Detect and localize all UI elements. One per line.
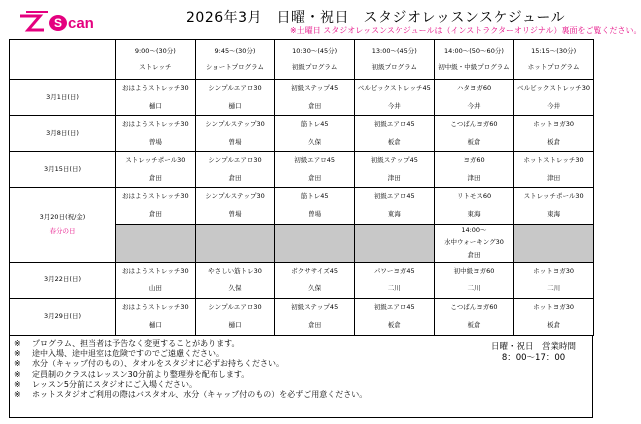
date-label: 3月20日(祝/金)	[39, 213, 86, 222]
lesson-name: こつばんヨガ60	[450, 120, 498, 129]
note-item	[14, 370, 367, 380]
note-item	[14, 380, 367, 390]
note-text: プログラム、担当者は予告なく変更することがあります。	[32, 339, 240, 348]
lesson-cell	[354, 116, 434, 152]
note-mark: ※	[14, 379, 21, 389]
lesson-name: シンプルエアロ30	[208, 302, 262, 311]
lesson-name: 筋トレ45	[300, 120, 329, 129]
page-header	[0, 0, 641, 40]
lesson-cell	[514, 152, 594, 188]
instructor-name: 二川	[467, 284, 481, 293]
schedule-row	[10, 188, 594, 224]
lesson-name: 初級ステップ45	[291, 302, 339, 311]
note-item	[14, 359, 367, 369]
instructor-name: 樋口	[228, 101, 242, 110]
note-item	[14, 339, 367, 349]
schedule-row	[10, 262, 594, 298]
lesson-name: 初級ステップ45	[370, 156, 418, 165]
instructor-name: 板倉	[547, 321, 561, 330]
instructor-name: 樋口	[148, 101, 162, 110]
lesson-cell	[354, 152, 434, 188]
date-cell	[10, 188, 116, 262]
note-text: 途中入場、途中退室は危険ですのでご遠慮ください。	[32, 349, 224, 359]
schedule-row	[10, 152, 594, 188]
instructor-name: 久保	[308, 284, 322, 293]
lesson-cell	[434, 188, 514, 224]
lesson-cell	[275, 188, 355, 224]
lesson-cell	[354, 188, 434, 224]
lesson-name: おはようストレッチ30	[121, 266, 189, 275]
slot-time: 15:15～(30分)	[531, 46, 577, 55]
slot-label: 初級プログラム	[291, 62, 338, 71]
lesson-cell	[116, 80, 196, 116]
slot-label: ストレッチ	[139, 62, 172, 71]
lesson-cell	[195, 188, 275, 224]
instructor-name: 曽場	[228, 137, 242, 146]
lesson-name: ベルビックストレッチ45	[357, 84, 431, 92]
lesson-cell	[116, 298, 196, 335]
lesson-cell	[116, 262, 196, 298]
slot-label: 初級プログラム	[371, 62, 418, 71]
lesson-cell	[195, 116, 275, 152]
note-mark: ※	[14, 369, 21, 379]
schedule-table	[9, 39, 594, 336]
column-header	[354, 40, 434, 80]
lesson-cell	[434, 152, 514, 188]
slot-label: 初中級・中級プログラム	[438, 62, 510, 71]
extra-lesson-cell	[434, 224, 514, 262]
lesson-cell	[514, 298, 594, 335]
instructor-name: 板倉	[387, 321, 401, 330]
instructor-name: 倉田	[228, 173, 242, 182]
lesson-cell	[275, 298, 355, 335]
lesson-name: 初級エアロ45	[373, 302, 415, 311]
lesson-name: おはようストレッチ30	[121, 84, 189, 92]
lesson-cell	[354, 298, 434, 335]
instructor-name: 二川	[547, 284, 561, 293]
logo-k-mark	[20, 16, 44, 30]
lesson-name: ヨガ60	[463, 156, 485, 165]
lesson-cell	[434, 116, 514, 152]
instructor-name: 板倉	[547, 137, 561, 146]
note-item	[14, 390, 367, 400]
instructor-name: 樋口	[228, 321, 242, 330]
lesson-cell	[275, 262, 355, 298]
instructor-name: 倉田	[148, 173, 162, 182]
note-mark: ※	[14, 349, 21, 359]
saturday-notice: ※土曜日 スタジオレッスンスケジュールは（インストラクターオリジナル）裏面をご覧ください。	[290, 26, 641, 35]
schedule-row	[10, 298, 594, 335]
instructor-name: 津田	[547, 173, 561, 182]
instructor-name: 板倉	[467, 137, 481, 146]
instructor-name: 東海	[547, 209, 561, 218]
slot-time: 9:45～(30分)	[214, 46, 256, 55]
lesson-cell	[514, 80, 594, 116]
lesson-name: ハタヨガ60	[456, 84, 492, 92]
note-mark: ※	[14, 339, 21, 348]
logo-can-text: can	[68, 15, 94, 32]
logo-s-letter: S	[54, 16, 63, 30]
lesson-cell	[116, 188, 196, 224]
note-mark: ※	[14, 390, 21, 400]
corner-cell	[10, 40, 116, 80]
lesson-cell	[514, 188, 594, 224]
table-header-row	[10, 40, 594, 80]
note-mark: ※	[14, 359, 21, 369]
lesson-name: 初中級ヨガ60	[453, 266, 495, 275]
instructor-name: 倉田	[308, 321, 322, 330]
instructor-name: 樋口	[148, 321, 162, 330]
lesson-name: ホットヨガ30	[533, 302, 574, 311]
lesson-cell	[195, 152, 275, 188]
lesson-name: ホットヨガ30	[533, 120, 574, 129]
instructor-name: 曽場	[148, 137, 162, 146]
business-hours	[491, 342, 576, 364]
page-title: 2026年3月 日曜・祝日 スタジオレッスンスケジュール	[186, 10, 566, 26]
lesson-name: シンプルエアロ30	[208, 156, 262, 165]
instructor-name: 東海	[467, 209, 481, 218]
note-item	[14, 349, 367, 359]
lesson-name: おはようストレッチ30	[121, 302, 189, 311]
lesson-cell	[275, 152, 355, 188]
schedule-row	[10, 116, 594, 152]
date-cell: 3月22日(日)	[10, 262, 116, 298]
lesson-name: おはようストレッチ30	[121, 192, 189, 201]
schedule-row	[10, 80, 594, 116]
lesson-name: リトモス60	[456, 192, 492, 201]
instructor-name: 板倉	[387, 137, 401, 146]
column-header	[275, 40, 355, 80]
lesson-name: 初級エアロ45	[373, 120, 415, 129]
instructor-name: 山田	[148, 284, 162, 293]
note-text: 定員制のクラスはレッスン30分前より整理券を配布します。	[32, 369, 250, 379]
holiday-label: 春分の日	[49, 227, 76, 236]
lesson-name: おはようストレッチ30	[121, 120, 189, 129]
instructor-name: 久保	[308, 137, 322, 146]
lesson-cell	[275, 116, 355, 152]
instructor-name: 東海	[387, 209, 401, 218]
lesson-name: ホットストレッチ30	[523, 156, 584, 165]
instructor-name: 二川	[387, 284, 401, 293]
date-cell: 3月29日(日)	[10, 298, 116, 335]
instructor-name: 倉田	[308, 101, 322, 110]
column-header	[116, 40, 196, 80]
lesson-cell	[195, 298, 275, 335]
instructor-name: 久保	[228, 284, 242, 293]
empty-cell	[354, 224, 434, 262]
lesson-cell	[275, 80, 355, 116]
slot-time: 9:00～(30分)	[134, 46, 176, 55]
lesson-name: ベルビックストレッチ30	[517, 84, 591, 92]
lesson-name: ストレッチポール30	[523, 192, 584, 201]
scan-logo	[18, 8, 130, 36]
instructor-name: 板倉	[467, 321, 481, 330]
note-text: ホットスタジオご利用の際はバスタオル、水分（キャップ付のもの）を必ずご用意ください。	[32, 390, 368, 400]
lesson-cell	[116, 152, 196, 188]
column-header	[434, 40, 514, 80]
lesson-name: シンプルステップ30	[205, 120, 265, 129]
empty-cell	[514, 224, 594, 262]
lesson-cell	[514, 262, 594, 298]
lesson-cell	[116, 116, 196, 152]
instructor-name: 今井	[387, 101, 401, 110]
instructor-name: 今井	[467, 101, 481, 110]
lesson-cell	[434, 262, 514, 298]
date-cell: 3月15日(日)	[10, 152, 116, 188]
date-cell: 3月8日(日)	[10, 116, 116, 152]
lesson-name: シンプルエアロ30	[208, 84, 262, 92]
lesson-cell	[354, 262, 434, 298]
empty-cell	[116, 224, 196, 262]
lesson-cell	[195, 80, 275, 116]
lesson-name: ストレッチポール30	[125, 156, 186, 165]
lesson-cell	[195, 262, 275, 298]
lesson-name: 初級エアロ45	[373, 192, 415, 201]
notes-list	[14, 339, 367, 400]
lesson-name: 筋トレ45	[300, 192, 329, 201]
instructor-name: 倉田	[467, 250, 481, 259]
slot-label: ショートプログラム	[205, 62, 265, 71]
slot-time: 13:00～(45分)	[371, 46, 417, 55]
instructor-name: 今井	[547, 101, 561, 110]
lesson-cell	[434, 298, 514, 335]
instructor-name: 倉田	[148, 209, 162, 218]
instructor-name: 津田	[467, 173, 481, 182]
column-header	[514, 40, 594, 80]
instructor-name: 津田	[387, 173, 401, 182]
slot-label: ホットプログラム	[527, 62, 580, 71]
slot-time: 10:30～(45分)	[292, 46, 338, 55]
lesson-name: こつばんヨガ60	[450, 302, 498, 311]
lesson-name: 初級ステップ45	[291, 84, 339, 92]
extra-time: 14:00～	[461, 225, 487, 234]
lesson-name: 初級エアロ45	[294, 156, 336, 165]
notes-panel	[9, 336, 593, 418]
instructor-name: 倉田	[308, 173, 322, 182]
column-header	[195, 40, 275, 80]
lesson-cell	[514, 116, 594, 152]
empty-cell	[195, 224, 275, 262]
empty-cell	[275, 224, 355, 262]
lesson-name: ホットヨガ30	[533, 266, 574, 275]
lesson-name: ボクササイズ45	[291, 266, 339, 275]
hours-value: 8：00～17：00	[501, 353, 566, 363]
note-text: 水分（キャップ付のもの）、タオルをスタジオに必ずお持ちください。	[32, 359, 284, 369]
lesson-name: パワーヨガ45	[373, 266, 415, 275]
note-text: レッスン5分前にスタジオにご入場ください。	[32, 379, 198, 389]
slot-time: 14:00～(50～60分)	[444, 46, 504, 55]
instructor-name: 曽場	[228, 209, 242, 218]
hours-label: 日曜・祝日 営業時間	[490, 342, 576, 352]
lesson-cell	[434, 80, 514, 116]
instructor-name: 曽場	[308, 209, 322, 218]
lesson-name: 水中ウォーキング30	[444, 238, 504, 247]
date-cell: 3月1日(日)	[10, 80, 116, 116]
lesson-name: やさしい筋トレ30	[208, 266, 262, 275]
lesson-cell	[354, 80, 434, 116]
lesson-name: シンプルステップ30	[205, 192, 265, 201]
